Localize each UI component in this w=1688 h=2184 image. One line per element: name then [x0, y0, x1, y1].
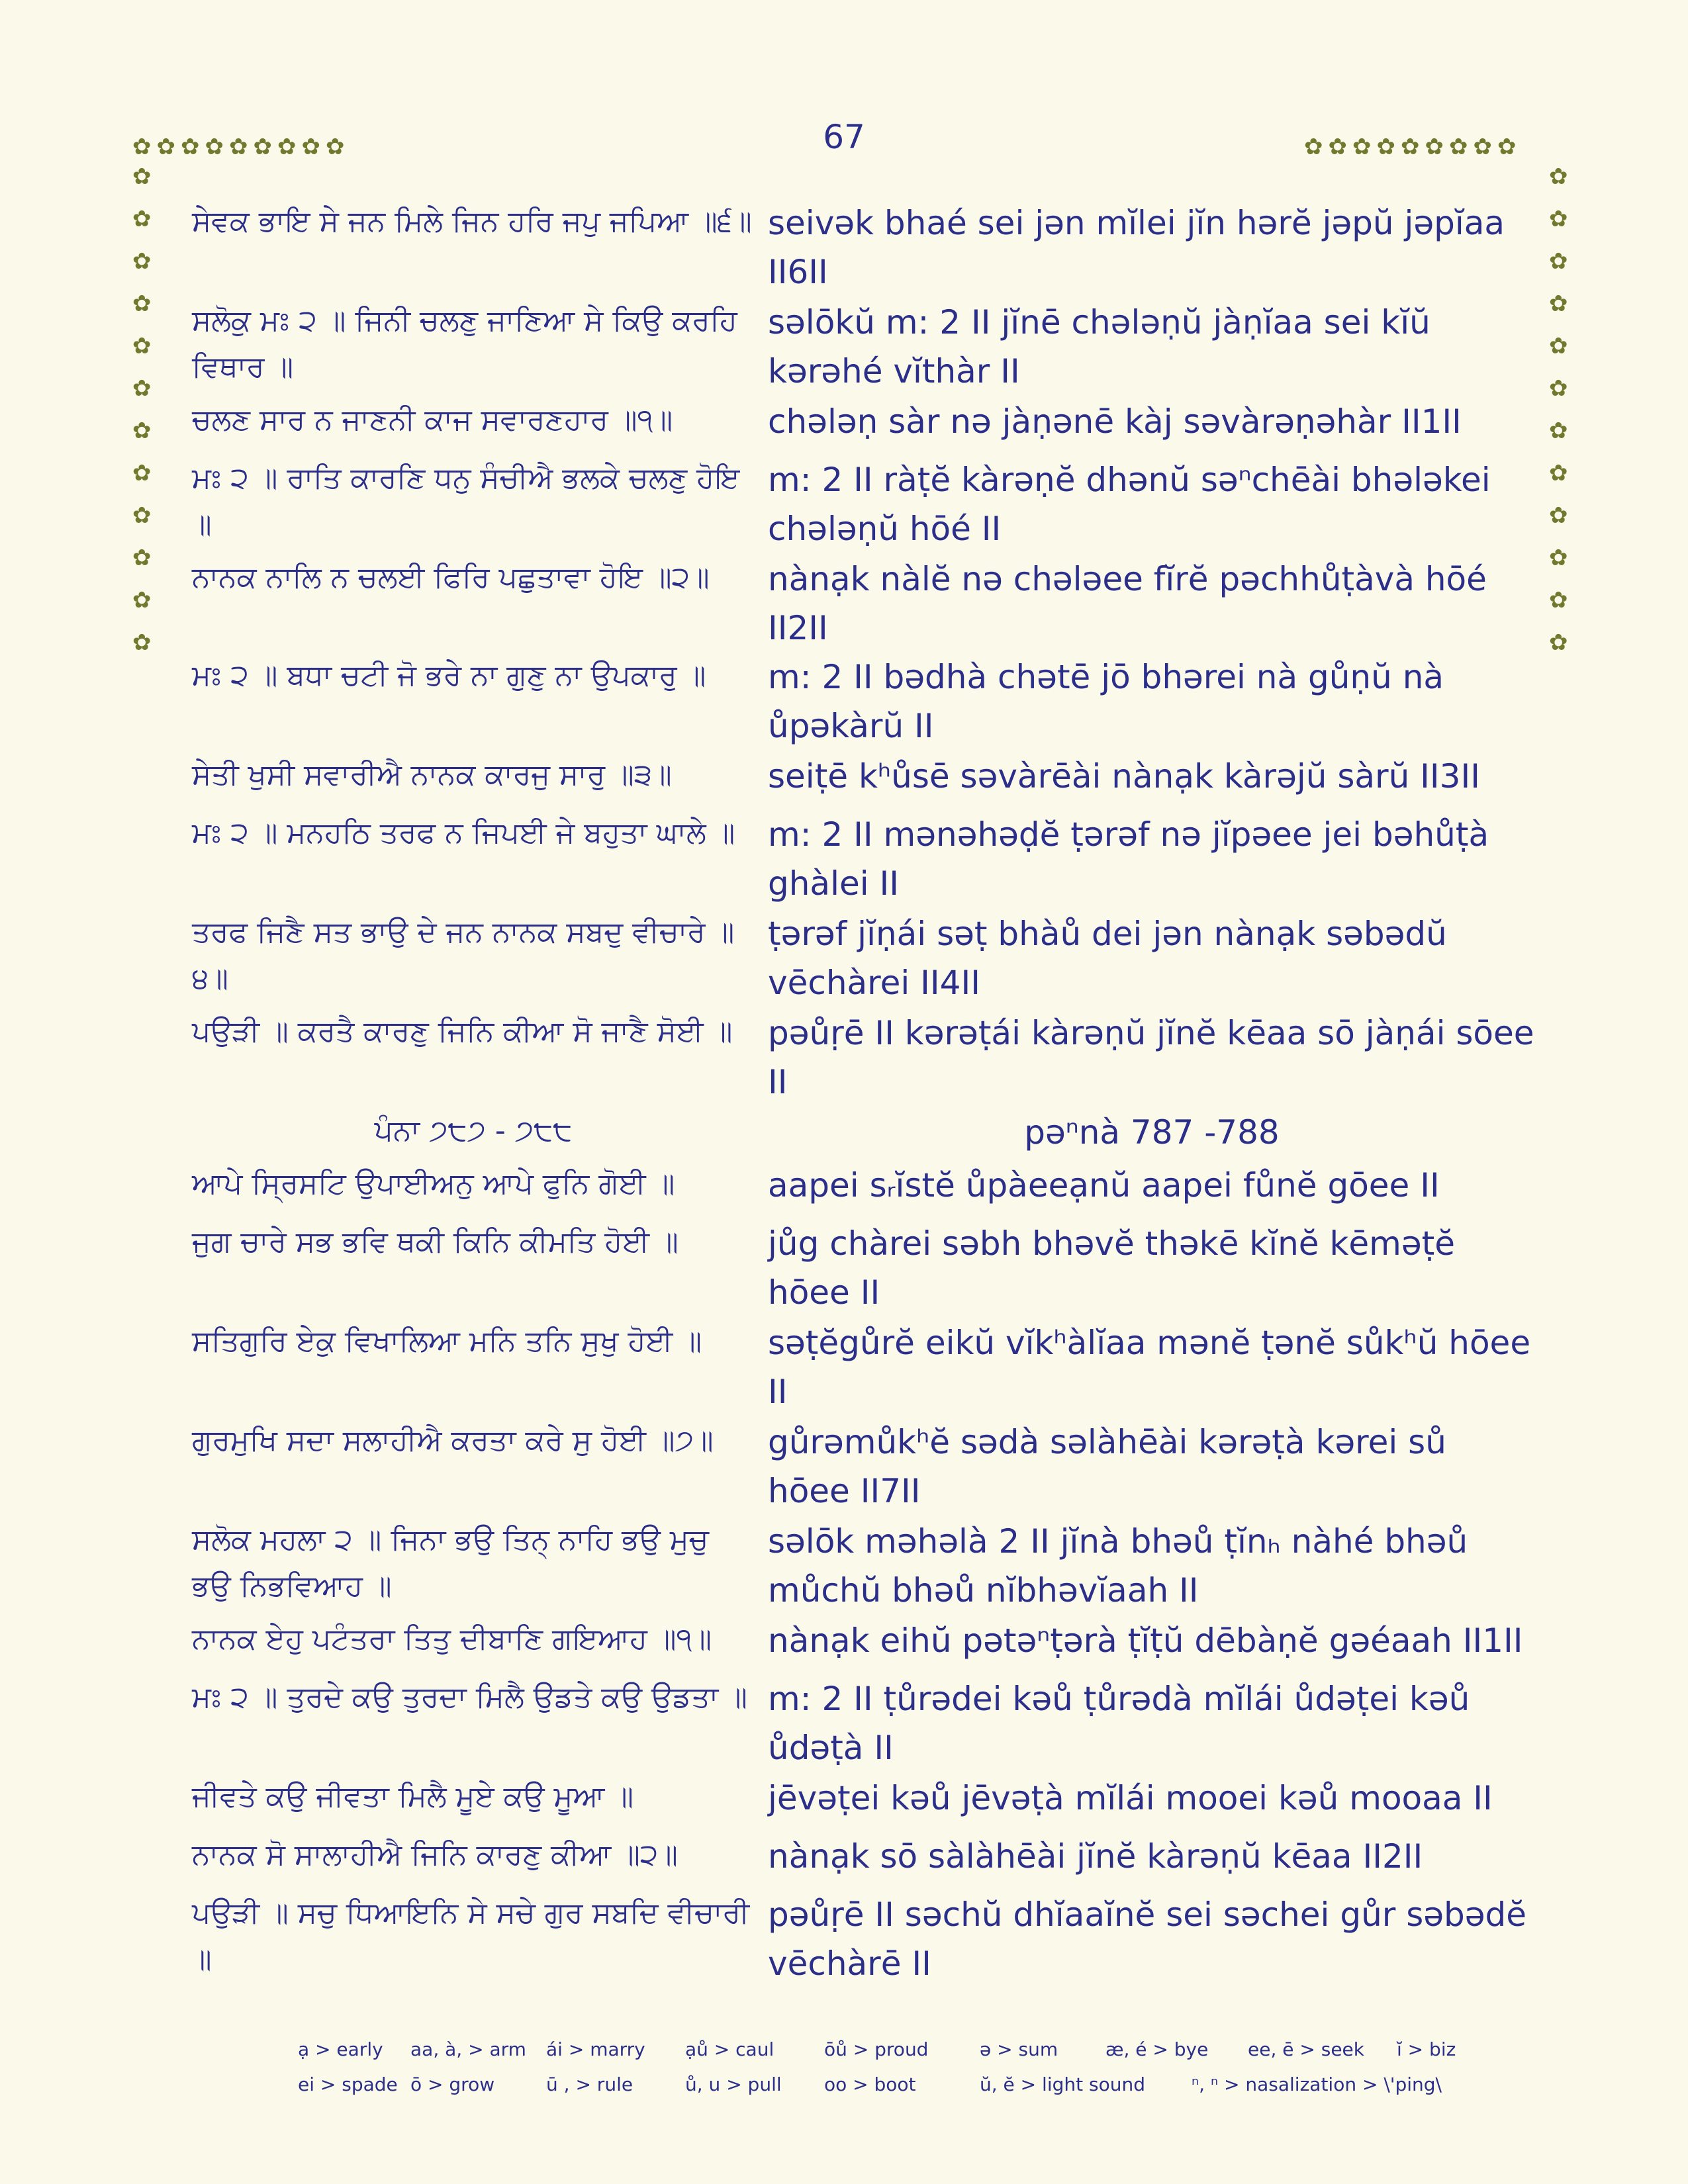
flower-icon: ✿	[132, 629, 152, 656]
gurmukhi-page-range: ਪੰਨਾ ੭੮੭ - ੭੮੮	[374, 1114, 573, 1148]
verse-row	[192, 1418, 1536, 1517]
flower-icon: ✿	[1549, 545, 1568, 571]
transliteration-text: pəůṛē II kərəṭái kàrəṇŭ jĭnĕ kēaa sō jàṇái sōee II	[768, 1014, 1534, 1101]
transliteration-text: nànạk eihŭ pətəⁿṭərà ṭĭṭŭ dēbàṇĕ gəéaah II1II	[768, 1621, 1523, 1660]
legend-item: ōů > proud	[824, 2038, 929, 2060]
gurmukhi-text: ਸਲੋਕ ਮਹਲਾ ੨ ॥ ਜਿਨਾ ਭਉ ਤਿਨ੍ ਨਾਹਿ ਭਉ ਮੁਚੁ ਭਉ ਨਿਭਵਿਆਹ ॥	[192, 1523, 709, 1603]
flower-icon: ✿	[181, 134, 200, 160]
transliteration-text: aapei sᵣĭstĕ ůpàeeạnŭ aapei fůnĕ gōee II	[768, 1166, 1440, 1205]
flower-icon: ✿	[1549, 333, 1568, 359]
gurmukhi-text: ਪਉੜੀ ॥ ਸਚੁ ਧਿਆਇਨਿ ਸੇ ਸਚੇ ਗੁਰ ਸਬਦਿ ਵੀਚਾਰੀ ॥	[192, 1896, 750, 1976]
transliteration-text: gůrəmůkʰĕ sədà səlàhēài kərəṭà kərei sů hōee II7II	[768, 1423, 1446, 1510]
transliteration-text: nànạk sō sàlàhēài jĭnĕ kàrəṇŭ kēaa II2II	[768, 1837, 1423, 1876]
verse-row	[192, 1832, 1536, 1890]
legend-item: ů, u > pull	[685, 2073, 782, 2095]
legend-item: ō > grow	[410, 2073, 495, 2095]
flower-icon: ✿	[1549, 460, 1568, 486]
flower-icon: ✿	[132, 291, 152, 317]
verse-row	[192, 1674, 1536, 1774]
verse-row	[192, 1616, 1536, 1674]
flower-icon: ✿	[156, 134, 175, 160]
gurmukhi-text: ਸੇਤੀ ਖੁਸੀ ਸਵਾਰੀਐ ਨਾਨਕ ਕਾਰਜੁ ਸਾਰੁ ॥੩॥	[192, 758, 672, 792]
page-range-header	[192, 1108, 1536, 1161]
flower-icon: ✿	[132, 418, 152, 444]
flower-icon: ✿	[1549, 375, 1568, 402]
verse-row	[192, 1890, 1536, 1989]
transliteration-text: seivək bhaé sei jən mĭlei jĭn hərĕ jəpŭ jəpĭaa II6II	[768, 204, 1505, 291]
gurmukhi-text: ਗੁਰਮੁਖਿ ਸਦਾ ਸਲਾਹੀਐ ਕਰਤਾ ਕਰੇ ਸੁ ਹੋਈ ॥੭॥	[192, 1424, 714, 1457]
flower-icon: ✿	[1549, 163, 1568, 190]
verse-row	[192, 1774, 1536, 1832]
gurmukhi-text: ਮਃ ੨ ॥ ਬਧਾ ਚਟੀ ਜੋ ਭਰੇ ਨਾ ਗੁਣੁ ਨਾ ਉਪਕਾਰੁ ॥	[192, 659, 706, 692]
gurmukhi-text: ਚਲਣ ਸਾਰ ਨ ਜਾਣਨੀ ਕਾਜ ਸਵਾਰਣਹਾਰ ॥੧॥	[192, 403, 673, 437]
legend-item: ei > spade	[298, 2073, 398, 2095]
gurmukhi-text: ਤਰਫ ਜਿਣੈ ਸਤ ਭਾਉ ਦੇ ਜਨ ਨਾਨਕ ਸਬਦੁ ਵੀਚਾਰੇ ॥੪॥	[192, 915, 735, 995]
flower-icon: ✿	[205, 134, 224, 160]
flower-icon: ✿	[132, 587, 152, 614]
gurmukhi-text: ਨਾਨਕ ਨਾਲਿ ਨ ਚਲਈ ਫਿਰਿ ਪਛੁਤਾਵਾ ਹੋਇ ॥੨॥	[192, 561, 710, 594]
transliteration-text: ṭərəf jĭṇái səṭ bhàů dei jən nànạk səbədŭ vēchàrei II4II	[768, 915, 1447, 1002]
transliteration-text: m꞉ 2 II ṭůrədei kəů ṭůrədà mĭlái ůdəṭei kəů ůdəṭà II	[768, 1680, 1470, 1767]
verse-row	[192, 1318, 1536, 1418]
gurmukhi-text: ਜੀਵਤੇ ਕਉ ਜੀਵਤਾ ਮਿਲੈ ਮੂਏ ਕਉ ਮੂਆ ॥	[192, 1780, 634, 1813]
flower-icon: ✿	[132, 206, 152, 232]
flower-icon: ✿	[1304, 134, 1323, 160]
legend-item: aa, à, > arm	[410, 2038, 526, 2060]
legend-item: oo > boot	[824, 2073, 916, 2095]
legend-item: ⁿ, ⁿ > nasalization > \'ping\	[1192, 2073, 1442, 2095]
flower-icon: ✿	[301, 134, 320, 160]
verse-row	[192, 199, 1536, 298]
verse-row	[192, 455, 1536, 555]
gurmukhi-text: ਪਉੜੀ ॥ ਕਰਤੈ ਕਾਰਣੁ ਜਿਨਿ ਕੀਆ ਸੋ ਜਾਣੈ ਸੋਈ ॥	[192, 1015, 733, 1048]
legend-line	[298, 2038, 1489, 2060]
gurmukhi-text: ਨਾਨਕ ਸੋ ਸਾਲਾਹੀਐ ਜਿਨਿ ਕਾਰਣੁ ਕੀਆ ॥੨॥	[192, 1838, 678, 1872]
transliteration-text: səlōkŭ m꞉ 2 II jĭnē chələṇŭ jàṇĭaa sei kĭŭ kərəhé vĭthàr II	[768, 303, 1430, 390]
legend-line	[298, 2073, 1489, 2095]
flower-icon: ✿	[1401, 134, 1420, 160]
ornament-left-column	[132, 165, 152, 654]
flower-icon: ✿	[277, 134, 297, 160]
legend-item: ə > sum	[980, 2038, 1058, 2060]
verse-row	[192, 1517, 1536, 1616]
legend-item: ạ > early	[298, 2038, 383, 2060]
flower-icon: ✿	[1425, 134, 1444, 160]
flower-icon: ✿	[1376, 134, 1395, 160]
transliteration-text: m꞉ 2 II bədhà chətē jō bhərei nà gůṇŭ nà ůpəkàrŭ II	[768, 658, 1444, 745]
flower-icon: ✿	[132, 375, 152, 402]
flower-icon: ✿	[1549, 248, 1568, 275]
verse-row	[192, 555, 1536, 653]
transliteration-text: m꞉ 2 II mənəhəḍĕ ṭərəf nə jĭpəee jei bəhůṭà ghàlei II	[768, 815, 1489, 903]
legend-item: ū , > rule	[546, 2073, 633, 2095]
flower-icon: ✿	[132, 545, 152, 571]
verse-row	[192, 810, 1536, 909]
flower-icon: ✿	[229, 134, 248, 160]
transliteration-text: pəůṛē II səchŭ dhĭaaĭnĕ sei səchei gůr səbədĕ vēchàrē II	[768, 1895, 1527, 1983]
flower-icon: ✿	[132, 333, 152, 359]
verse-table	[192, 199, 1536, 1989]
gurmukhi-text: ਮਃ ੨ ॥ ਤੁਰਦੇ ਕਉ ਤੁਰਦਾ ਮਿਲੈ ਉਡਤੇ ਕਉ ਉਡਤਾ ॥	[192, 1680, 747, 1714]
transliteration-text: jůg chàrei səbh bhəvĕ thəkē kĭnĕ kēməṭĕ hōee II	[768, 1224, 1456, 1312]
flower-icon: ✿	[1328, 134, 1347, 160]
legend-item: æ, é > bye	[1105, 2038, 1209, 2060]
legend-item: ái > marry	[546, 2038, 645, 2060]
transliteration-text: m꞉ 2 II ràṭĕ kàrəṇĕ dhənŭ səⁿchēài bhələkei chələṇŭ hōé II	[768, 461, 1491, 548]
transliteration-text: chələṇ sàr nə jàṇənē kàj səvàrəṇəhàr II1II	[768, 402, 1462, 441]
verse-row	[192, 1219, 1536, 1318]
flower-icon: ✿	[326, 134, 345, 160]
page-number: 67	[823, 118, 865, 156]
flower-icon: ✿	[1473, 134, 1492, 160]
flower-icon: ✿	[132, 248, 152, 275]
verse-row	[192, 752, 1536, 810]
flower-icon: ✿	[1449, 134, 1468, 160]
transliteration-text: səṭĕgůrĕ eikŭ vĭkʰàlĭaa mənĕ ṭənĕ sůkʰŭ hōee II	[768, 1324, 1531, 1411]
flower-icon: ✿	[1549, 502, 1568, 529]
gurmukhi-text: ਜੁਗ ਚਾਰੇ ਸਭ ਭਵਿ ਥਕੀ ਕਿਨਿ ਕੀਮਤਿ ਹੋਈ ॥	[192, 1225, 679, 1259]
flower-icon: ✿	[1352, 134, 1372, 160]
verse-row	[192, 653, 1536, 752]
transliteration-text: seiṭē kʰůsē səvàrēài nànạk kàrəjŭ sàrŭ II3II	[768, 757, 1480, 796]
verse-row	[192, 1161, 1536, 1219]
transliteration-page-range: pəⁿnà 787 -788	[1024, 1113, 1280, 1152]
flower-icon: ✿	[1549, 629, 1568, 656]
flower-icon: ✿	[1549, 291, 1568, 317]
verse-row	[192, 909, 1536, 1009]
ornament-top-right	[1304, 136, 1517, 158]
gurmukhi-text: ਸਲੋਕੁ ਮਃ ੨ ॥ ਜਿਨੀ ਚਲਣੁ ਜਾਣਿਆ ਸੇ ਕਿਉ ਕਰਹਿ ਵਿਥਾਰ ॥	[192, 304, 737, 384]
verse-row	[192, 397, 1536, 455]
verse-row	[192, 1009, 1536, 1108]
legend-item: ŭ, ĕ > light sound	[980, 2073, 1145, 2095]
verse-row	[192, 298, 1536, 397]
legend-item: ĭ > biz	[1397, 2038, 1456, 2060]
gurmukhi-text: ਮਃ ੨ ॥ ਰਾਤਿ ਕਾਰਣਿ ਧਨੁ ਸੰਚੀਐ ਭਲਕੇ ਚਲਣੁ ਹੋਇ ॥	[192, 461, 740, 541]
transliteration-text: səlōk məhəlà 2 II jĭnà bhəů ṭĭnₕ nàhé bhəů můchŭ bhəů nĭbhəvĭaah II	[768, 1522, 1468, 1610]
gurmukhi-text: ਨਾਨਕ ਏਹੁ ਪਟੰਤਰਾ ਤਿਤੁ ਦੀਬਾਣਿ ਗਇਆਹ ॥੧॥	[192, 1622, 712, 1656]
gurmukhi-text: ਸਤਿਗੁਰਿ ਏਕੁ ਵਿਖਾਲਿਆ ਮਨਿ ਤਨਿ ਸੁਖੁ ਹੋਈ ॥	[192, 1324, 702, 1358]
flower-icon: ✿	[132, 460, 152, 486]
flower-icon: ✿	[132, 502, 152, 529]
flower-icon: ✿	[132, 163, 152, 190]
gurmukhi-text: ਮਃ ੨ ॥ ਮਨਹਠਿ ਤਰਫ ਨ ਜਿਪਈ ਜੇ ਬਹੁਤਾ ਘਾਲੇ ॥	[192, 816, 735, 850]
legend-item: ạů > caul	[685, 2038, 774, 2060]
flower-icon: ✿	[1549, 418, 1568, 444]
transliteration-text: nànạk nàlĕ nə chələee fĭrĕ pəchhůṭàvà hōé II2II	[768, 560, 1487, 647]
gurmukhi-text: ਸੇਵਕ ਭਾਇ ਸੇ ਜਨ ਮਿਲੇ ਜਿਨ ਹਰਿ ਜਪੁ ਜਪਿਆ ॥੬॥	[192, 205, 752, 238]
flower-icon: ✿	[1497, 134, 1517, 160]
ornament-top-left	[132, 136, 345, 158]
flower-icon: ✿	[132, 134, 152, 160]
flower-icon: ✿	[1549, 206, 1568, 232]
ornament-right-column	[1549, 165, 1568, 654]
gurmukhi-text: ਆਪੇ ਸ੍ਰਿਸਟਿ ਉਪਾਈਅਨੁ ਆਪੇ ਫੁਨਿ ਗੋਈ ॥	[192, 1167, 675, 1201]
pronunciation-legend	[298, 2038, 1489, 2109]
legend-item: ee, ē > seek	[1248, 2038, 1364, 2060]
flower-icon: ✿	[1549, 587, 1568, 614]
transliteration-text: jēvəṭei kəů jēvəṭà mĭlái mooei kəů mooaa II	[768, 1779, 1493, 1817]
flower-icon: ✿	[253, 134, 272, 160]
